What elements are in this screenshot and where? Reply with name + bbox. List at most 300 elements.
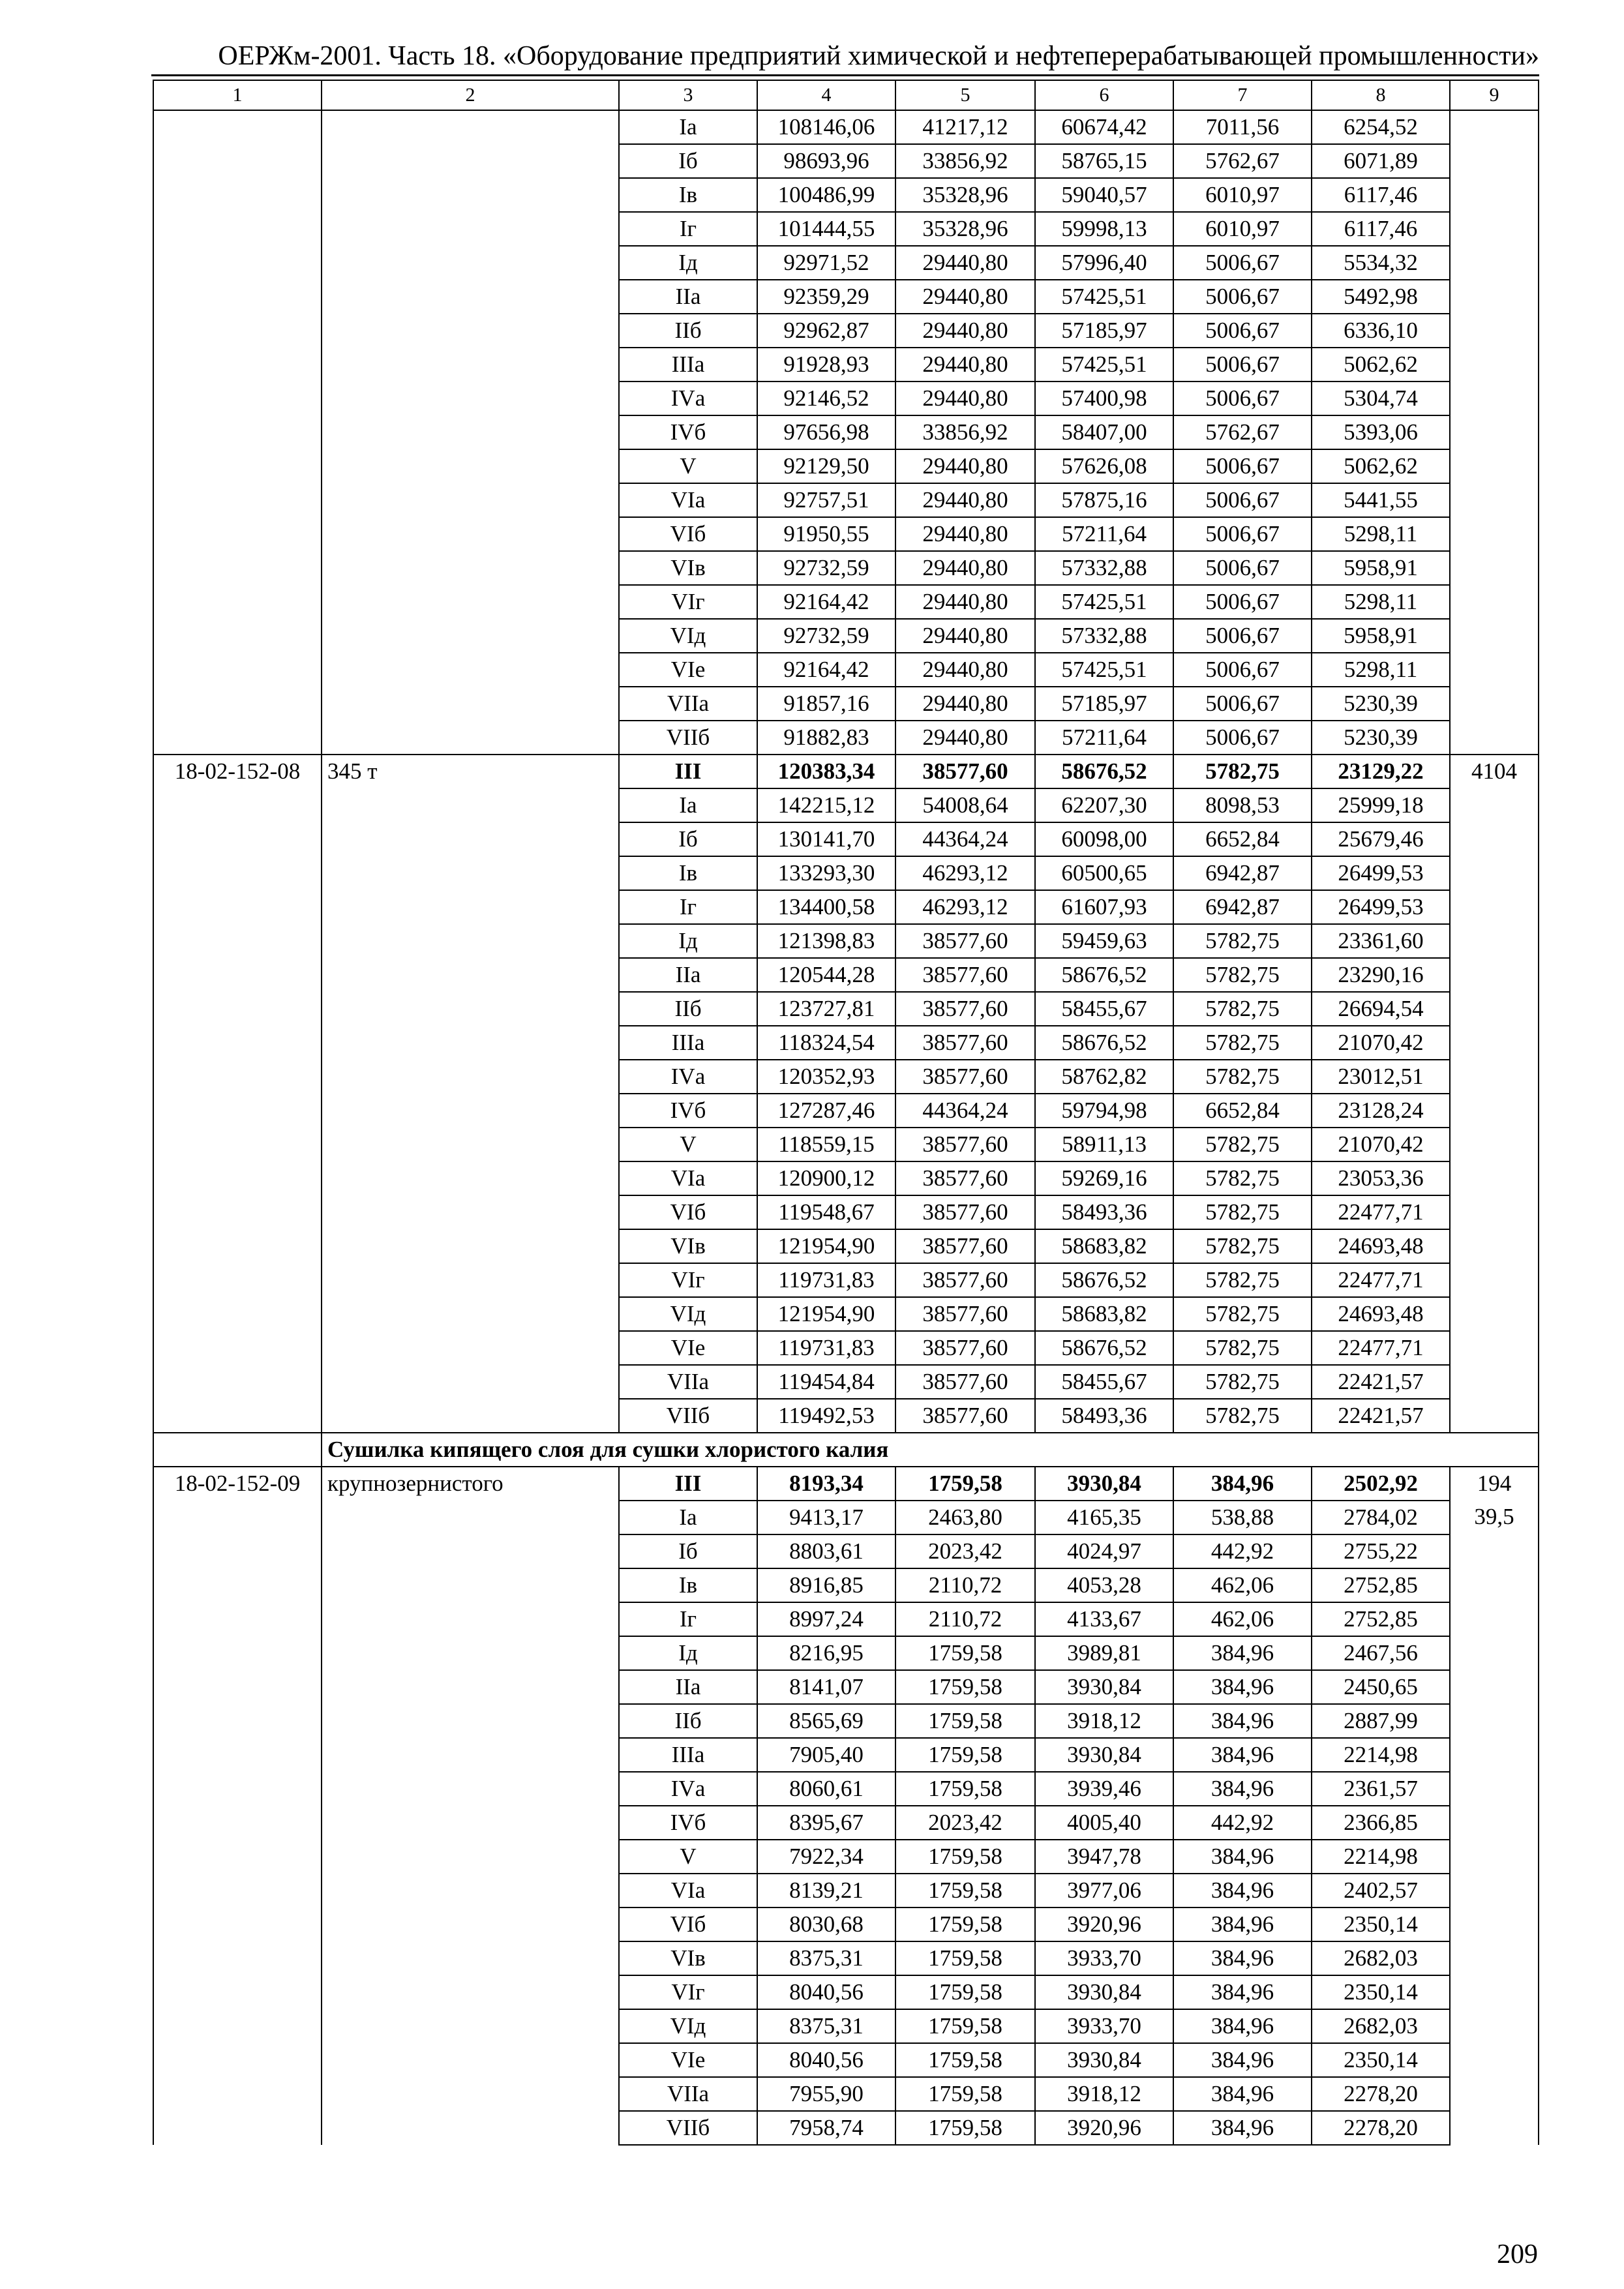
zone-cell: IIа [619, 958, 757, 992]
value-cell: 59998,13 [1035, 212, 1173, 246]
extra-cell [1450, 1568, 1539, 1602]
value-cell: 29440,80 [895, 551, 1035, 585]
code-cell [153, 1060, 322, 1094]
extra-cell [1450, 1161, 1539, 1195]
value-cell: 119548,67 [757, 1195, 895, 1229]
table-row [153, 1772, 1539, 1806]
value-cell: 23290,16 [1312, 958, 1450, 992]
table-row [153, 110, 1539, 144]
page-number: 209 [1497, 2239, 1538, 2269]
extra-cell [1450, 1365, 1539, 1399]
value-cell: 123727,81 [757, 992, 895, 1026]
value-cell: 58762,82 [1035, 1060, 1173, 1094]
column-number: 9 [1450, 80, 1539, 110]
value-cell: 5006,67 [1173, 348, 1312, 382]
value-cell: 8040,56 [757, 1975, 895, 2009]
code-cell [153, 1195, 322, 1229]
table-row [153, 1704, 1539, 1738]
value-cell: 2402,57 [1312, 1874, 1450, 1908]
name-cell [322, 1874, 619, 1908]
value-cell: 59459,63 [1035, 924, 1173, 958]
value-cell: 5298,11 [1312, 653, 1450, 687]
zone-cell: VIIа [619, 1365, 757, 1399]
code-cell [153, 1908, 322, 1941]
value-cell: 7905,40 [757, 1738, 895, 1772]
name-cell [322, 212, 619, 246]
value-cell: 1759,58 [895, 1941, 1035, 1975]
code-cell [153, 1297, 322, 1331]
code-cell [153, 1534, 322, 1568]
value-cell: 38577,60 [895, 1060, 1035, 1094]
table-row [153, 348, 1539, 382]
code-cell [153, 721, 322, 755]
table-row [153, 1874, 1539, 1908]
value-cell: 57400,98 [1035, 382, 1173, 415]
value-cell: 5782,75 [1173, 755, 1312, 788]
value-cell: 2784,02 [1312, 1501, 1450, 1534]
table-row [153, 1229, 1539, 1263]
table-row [153, 212, 1539, 246]
value-cell: 60098,00 [1035, 822, 1173, 856]
table-row [153, 1195, 1539, 1229]
code-cell [153, 246, 322, 280]
code-cell [153, 1874, 322, 1908]
name-cell [322, 1636, 619, 1670]
code-cell [153, 280, 322, 314]
value-cell: 3930,84 [1035, 1467, 1173, 1501]
value-cell: 25679,46 [1312, 822, 1450, 856]
zone-cell: VIб [619, 1908, 757, 1941]
value-cell: 5782,75 [1173, 1195, 1312, 1229]
value-cell: 33856,92 [895, 144, 1035, 178]
extra-cell [1450, 721, 1539, 755]
value-cell: 29440,80 [895, 653, 1035, 687]
value-cell: 2361,57 [1312, 1772, 1450, 1806]
value-cell: 5062,62 [1312, 449, 1450, 483]
extra-cell [1450, 1975, 1539, 2009]
value-cell: 5958,91 [1312, 619, 1450, 653]
table-row [153, 1128, 1539, 1161]
table-row [153, 890, 1539, 924]
zone-cell: VIе [619, 653, 757, 687]
zone-cell: Iа [619, 788, 757, 822]
extra-cell [1450, 890, 1539, 924]
value-cell: 23128,24 [1312, 1094, 1450, 1128]
value-cell: 8997,24 [757, 1602, 895, 1636]
name-cell [322, 788, 619, 822]
value-cell: 6942,87 [1173, 890, 1312, 924]
table-row [153, 1908, 1539, 1941]
value-cell: 2463,80 [895, 1501, 1035, 1534]
value-cell: 58683,82 [1035, 1229, 1173, 1263]
zone-cell: IIа [619, 1670, 757, 1704]
table-row [153, 992, 1539, 1026]
zone-cell: VIIа [619, 687, 757, 721]
zone-cell: VIг [619, 585, 757, 619]
name-cell [322, 415, 619, 449]
value-cell: 5782,75 [1173, 1297, 1312, 1331]
table-row [153, 314, 1539, 348]
name-cell [322, 653, 619, 687]
table-row [153, 822, 1539, 856]
value-cell: 6071,89 [1312, 144, 1450, 178]
value-cell: 5782,75 [1173, 1263, 1312, 1297]
value-cell: 5230,39 [1312, 721, 1450, 755]
value-cell: 6652,84 [1173, 1094, 1312, 1128]
zone-cell: Iд [619, 246, 757, 280]
value-cell: 384,96 [1173, 1772, 1312, 1806]
column-number: 2 [322, 80, 619, 110]
table-row [153, 687, 1539, 721]
table-row [153, 653, 1539, 687]
extra-cell [1450, 822, 1539, 856]
extra-cell [1450, 1738, 1539, 1772]
value-cell: 462,06 [1173, 1568, 1312, 1602]
value-cell: 26499,53 [1312, 856, 1450, 890]
table-row [153, 721, 1539, 755]
value-cell: 61607,93 [1035, 890, 1173, 924]
column-number: 5 [895, 80, 1035, 110]
value-cell: 5298,11 [1312, 585, 1450, 619]
zone-cell: VIIб [619, 721, 757, 755]
extra-cell [1450, 1602, 1539, 1636]
table-row [153, 788, 1539, 822]
table-row [153, 483, 1539, 517]
value-cell: 58683,82 [1035, 1297, 1173, 1331]
table-row [153, 1670, 1539, 1704]
code-cell [153, 348, 322, 382]
zone-cell: V [619, 1128, 757, 1161]
name-cell [322, 348, 619, 382]
value-cell: 5006,67 [1173, 687, 1312, 721]
value-cell: 3920,96 [1035, 2111, 1173, 2145]
value-cell: 5062,62 [1312, 348, 1450, 382]
value-cell: 100486,99 [757, 178, 895, 212]
value-cell: 384,96 [1173, 2077, 1312, 2111]
value-cell: 54008,64 [895, 788, 1035, 822]
extra-cell [1450, 178, 1539, 212]
value-cell: 59040,57 [1035, 178, 1173, 212]
value-cell: 2682,03 [1312, 2009, 1450, 2043]
value-cell: 5534,32 [1312, 246, 1450, 280]
value-cell: 92164,42 [757, 653, 895, 687]
value-cell: 5006,67 [1173, 619, 1312, 653]
name-cell [322, 382, 619, 415]
zone-cell: Iв [619, 1568, 757, 1602]
value-cell: 58676,52 [1035, 755, 1173, 788]
value-cell: 5006,67 [1173, 585, 1312, 619]
value-cell: 7011,56 [1173, 110, 1312, 144]
value-cell: 6117,46 [1312, 178, 1450, 212]
code-cell [153, 924, 322, 958]
value-cell: 5304,74 [1312, 382, 1450, 415]
column-number: 1 [153, 80, 322, 110]
value-cell: 23012,51 [1312, 1060, 1450, 1094]
value-cell: 101444,55 [757, 212, 895, 246]
code-cell [153, 890, 322, 924]
value-cell: 3930,84 [1035, 1738, 1173, 1772]
extra-cell [1450, 1874, 1539, 1908]
value-cell: 1759,58 [895, 1738, 1035, 1772]
extra-cell [1450, 1941, 1539, 1975]
zone-cell: IIа [619, 280, 757, 314]
value-cell: 38577,60 [895, 1331, 1035, 1365]
extra-cell [1450, 415, 1539, 449]
value-cell: 58493,36 [1035, 1195, 1173, 1229]
value-cell: 58493,36 [1035, 1399, 1173, 1433]
value-cell: 8916,85 [757, 1568, 895, 1602]
code-cell [153, 1806, 322, 1840]
value-cell: 44364,24 [895, 1094, 1035, 1128]
value-cell: 59794,98 [1035, 1094, 1173, 1128]
value-cell: 29440,80 [895, 280, 1035, 314]
value-cell: 7958,74 [757, 2111, 895, 2145]
value-cell: 2278,20 [1312, 2111, 1450, 2145]
value-cell: 22421,57 [1312, 1365, 1450, 1399]
name-cell [322, 449, 619, 483]
name-cell [322, 314, 619, 348]
table-row [153, 1975, 1539, 2009]
code-cell [153, 1840, 322, 1874]
table-row [153, 1399, 1539, 1433]
zone-cell: Iб [619, 1534, 757, 1568]
name-cell [322, 924, 619, 958]
value-cell: 2887,99 [1312, 1704, 1450, 1738]
extra-cell [1450, 280, 1539, 314]
value-cell: 5006,67 [1173, 551, 1312, 585]
value-cell: 29440,80 [895, 348, 1035, 382]
extra-cell [1450, 788, 1539, 822]
value-cell: 58676,52 [1035, 1331, 1173, 1365]
value-cell: 58911,13 [1035, 1128, 1173, 1161]
code-cell [153, 1331, 322, 1365]
value-cell: 38577,60 [895, 1128, 1035, 1161]
extra-cell [1450, 1026, 1539, 1060]
value-cell: 29440,80 [895, 483, 1035, 517]
name-cell [322, 1365, 619, 1399]
section-title: Сушилка кипящего слоя для сушки хлористого калия [322, 1433, 1539, 1467]
value-cell: 120352,93 [757, 1060, 895, 1094]
name-cell [322, 1534, 619, 1568]
value-cell: 2366,85 [1312, 1806, 1450, 1840]
code-cell: 18-02-152-09 [153, 1467, 322, 1501]
extra-cell [1450, 1263, 1539, 1297]
code-cell [153, 314, 322, 348]
value-cell: 384,96 [1173, 1704, 1312, 1738]
zone-cell: VIд [619, 1297, 757, 1331]
value-cell: 1759,58 [895, 2043, 1035, 2077]
zone-cell: VIг [619, 1975, 757, 2009]
value-cell: 38577,60 [895, 755, 1035, 788]
table-row [153, 1738, 1539, 1772]
value-cell: 38577,60 [895, 1229, 1035, 1263]
name-cell [322, 1331, 619, 1365]
value-cell: 62207,30 [1035, 788, 1173, 822]
zone-cell: VIб [619, 1195, 757, 1229]
section-code-cell [153, 1433, 322, 1467]
table-row [153, 2077, 1539, 2111]
name-cell [322, 1704, 619, 1738]
value-cell: 57332,88 [1035, 551, 1173, 585]
value-cell: 121954,90 [757, 1297, 895, 1331]
value-cell: 38577,60 [895, 992, 1035, 1026]
value-cell: 5782,75 [1173, 1060, 1312, 1094]
value-cell: 5006,67 [1173, 653, 1312, 687]
value-cell: 2110,72 [895, 1568, 1035, 1602]
value-cell: 120900,12 [757, 1161, 895, 1195]
code-cell [153, 483, 322, 517]
zone-cell: IVа [619, 1772, 757, 1806]
name-cell [322, 1263, 619, 1297]
value-cell: 57185,97 [1035, 314, 1173, 348]
code-cell [153, 585, 322, 619]
value-cell: 5782,75 [1173, 1128, 1312, 1161]
value-cell: 119731,83 [757, 1263, 895, 1297]
value-cell: 8193,34 [757, 1467, 895, 1501]
name-cell [322, 144, 619, 178]
code-cell [153, 517, 322, 551]
table-row [153, 517, 1539, 551]
value-cell: 384,96 [1173, 1874, 1312, 1908]
value-cell: 384,96 [1173, 1738, 1312, 1772]
value-cell: 38577,60 [895, 1365, 1035, 1399]
zone-cell: IVа [619, 1060, 757, 1094]
code-cell [153, 1738, 322, 1772]
value-cell: 2214,98 [1312, 1738, 1450, 1772]
zone-cell: IIб [619, 1704, 757, 1738]
value-cell: 120383,34 [757, 755, 895, 788]
code-cell [153, 1229, 322, 1263]
extra-cell [1450, 958, 1539, 992]
code-cell [153, 415, 322, 449]
zone-cell: IVб [619, 1806, 757, 1840]
value-cell: 57425,51 [1035, 585, 1173, 619]
value-cell: 3977,06 [1035, 1874, 1173, 1908]
value-cell: 29440,80 [895, 517, 1035, 551]
value-cell: 97656,98 [757, 415, 895, 449]
extra-cell [1450, 1128, 1539, 1161]
value-cell: 5958,91 [1312, 551, 1450, 585]
name-cell [322, 1738, 619, 1772]
value-cell: 118559,15 [757, 1128, 895, 1161]
value-cell: 3918,12 [1035, 1704, 1173, 1738]
value-cell: 22421,57 [1312, 1399, 1450, 1433]
column-number: 7 [1173, 80, 1312, 110]
value-cell: 2450,65 [1312, 1670, 1450, 1704]
value-cell: 8565,69 [757, 1704, 895, 1738]
value-cell: 58765,15 [1035, 144, 1173, 178]
value-cell: 57211,64 [1035, 721, 1173, 755]
value-cell: 384,96 [1173, 2009, 1312, 2043]
value-cell: 3918,12 [1035, 2077, 1173, 2111]
name-cell [322, 1670, 619, 1704]
value-cell: 120544,28 [757, 958, 895, 992]
code-cell [153, 2043, 322, 2077]
value-cell: 5782,75 [1173, 1026, 1312, 1060]
value-cell: 57332,88 [1035, 619, 1173, 653]
code-cell [153, 958, 322, 992]
code-cell [153, 212, 322, 246]
value-cell: 6010,97 [1173, 178, 1312, 212]
zone-cell: VIв [619, 1229, 757, 1263]
name-cell [322, 619, 619, 653]
name-cell [322, 1161, 619, 1195]
value-cell: 8139,21 [757, 1874, 895, 1908]
value-cell: 442,92 [1173, 1534, 1312, 1568]
value-cell: 127287,46 [757, 1094, 895, 1128]
name-cell [322, 2009, 619, 2043]
value-cell: 5762,67 [1173, 415, 1312, 449]
value-cell: 38577,60 [895, 924, 1035, 958]
value-cell: 384,96 [1173, 1941, 1312, 1975]
value-cell: 29440,80 [895, 246, 1035, 280]
table-row [153, 144, 1539, 178]
value-cell: 33856,92 [895, 415, 1035, 449]
value-cell: 26499,53 [1312, 890, 1450, 924]
value-cell: 119731,83 [757, 1331, 895, 1365]
code-cell [153, 1670, 322, 1704]
value-cell: 384,96 [1173, 1908, 1312, 1941]
value-cell: 5782,75 [1173, 992, 1312, 1026]
value-cell: 21070,42 [1312, 1128, 1450, 1161]
zone-cell: VIа [619, 1874, 757, 1908]
table-row [153, 1534, 1539, 1568]
value-cell: 1759,58 [895, 1636, 1035, 1670]
value-cell: 2214,98 [1312, 1840, 1450, 1874]
value-cell: 3930,84 [1035, 1670, 1173, 1704]
zone-cell: V [619, 449, 757, 483]
code-cell [153, 822, 322, 856]
zone-cell: VIе [619, 1331, 757, 1365]
value-cell: 21070,42 [1312, 1026, 1450, 1060]
value-cell: 92732,59 [757, 619, 895, 653]
value-cell: 5006,67 [1173, 246, 1312, 280]
value-cell: 5782,75 [1173, 1399, 1312, 1433]
value-cell: 134400,58 [757, 890, 895, 924]
table-row [153, 1297, 1539, 1331]
name-cell: 345 т [322, 755, 619, 788]
value-cell: 5006,67 [1173, 280, 1312, 314]
name-cell [322, 483, 619, 517]
zone-cell: VIд [619, 619, 757, 653]
price-table [153, 80, 1539, 2146]
zone-cell: III [619, 755, 757, 788]
code-cell [153, 1704, 322, 1738]
value-cell: 130141,70 [757, 822, 895, 856]
code-cell [153, 619, 322, 653]
table-row [153, 1941, 1539, 1975]
value-cell: 5782,75 [1173, 1161, 1312, 1195]
value-cell: 2350,14 [1312, 2043, 1450, 2077]
extra-cell [1450, 1195, 1539, 1229]
value-cell: 142215,12 [757, 788, 895, 822]
value-cell: 5230,39 [1312, 687, 1450, 721]
extra-cell [1450, 517, 1539, 551]
value-cell: 5006,67 [1173, 449, 1312, 483]
table-row [153, 1501, 1539, 1534]
value-cell: 5006,67 [1173, 721, 1312, 755]
code-cell [153, 1975, 322, 2009]
table-row [153, 1467, 1539, 1501]
value-cell: 22477,71 [1312, 1195, 1450, 1229]
code-cell [153, 1399, 322, 1433]
value-cell: 1759,58 [895, 2111, 1035, 2145]
name-cell [322, 1840, 619, 1874]
value-cell: 1759,58 [895, 1772, 1035, 1806]
value-cell: 57626,08 [1035, 449, 1173, 483]
value-cell: 38577,60 [895, 1161, 1035, 1195]
table-row [153, 551, 1539, 585]
